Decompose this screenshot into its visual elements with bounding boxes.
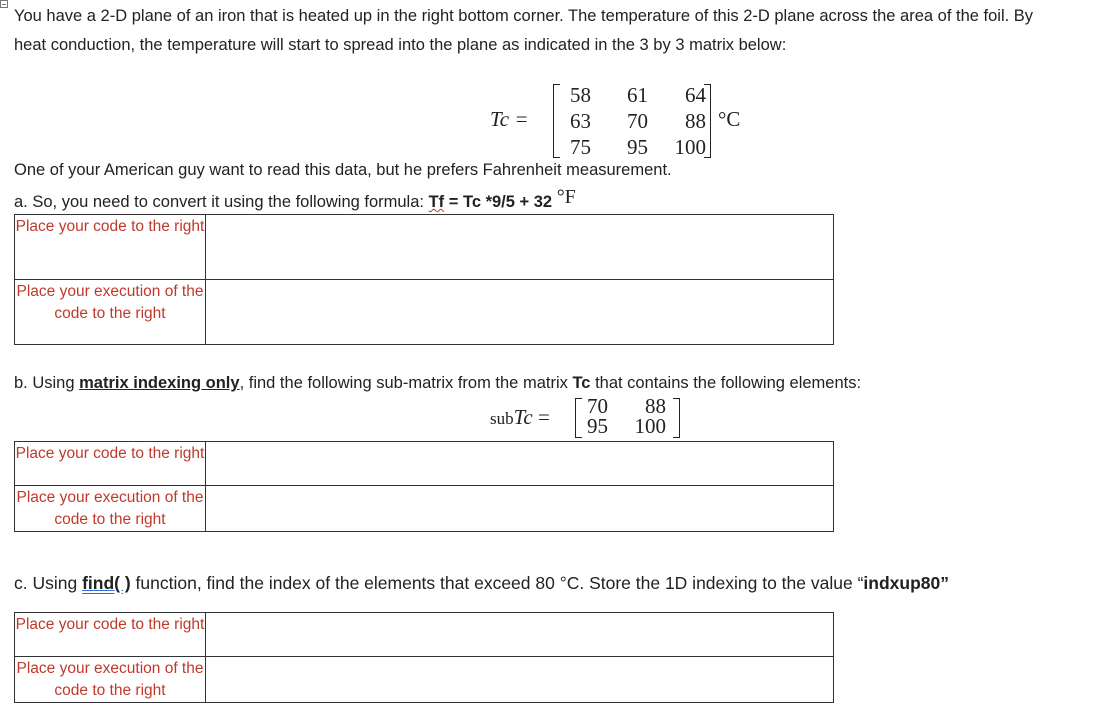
table-move-handle-icon[interactable] (0, 0, 8, 8)
subtc-right-bracket (673, 398, 680, 438)
part-c-text: c. Using find( ) function, find the index of the elements that exceed 80 °C. Store the 1D indexing to the value “indxup80” (14, 573, 949, 593)
part-a-text: a. So, you need to convert it using the following formula: Tf = Tc *9/5 + 32 °F (14, 186, 576, 211)
execution-answer-cell[interactable] (206, 657, 834, 703)
code-answer-cell[interactable] (206, 442, 834, 486)
part-b-answer-table (14, 441, 834, 532)
tc-matrix-cell: 70 (627, 109, 648, 133)
tc-matrix-cell: 63 (570, 109, 591, 133)
intro-line-1: You have a 2-D plane of an iron that is heated up in the right bottom corner. The temperature of this 2-D plane across the area of the foil. By (14, 7, 1034, 25)
part-a-answer-table (14, 214, 834, 345)
code-label: Place your code to the right (15, 613, 206, 657)
subtc-matrix-cell: 88 (645, 394, 666, 418)
tc-lhs: Tc = (490, 107, 529, 131)
subtc-matrix-cell: 70 (587, 394, 608, 418)
tc-matrix-cell: 100 (674, 135, 706, 159)
tc-matrix (560, 82, 706, 160)
execution-answer-cell[interactable] (206, 280, 834, 345)
context-text: One of your American guy want to read this data, but he prefers Fahrenheit measurement. (14, 161, 672, 179)
subtc-matrix-cell: 95 (587, 414, 608, 438)
tc-matrix-cell: 75 (570, 135, 591, 159)
tc-matrix-cell: 64 (685, 83, 706, 107)
execution-label: Place your execution of the code to the right (15, 280, 206, 345)
tc-matrix-cell: 58 (570, 83, 591, 107)
part-c-answer-table (14, 612, 834, 703)
tc-left-bracket (553, 84, 560, 158)
code-answer-cell[interactable] (206, 613, 834, 657)
tc-unit: °C (718, 107, 741, 131)
intro-line-2: heat conduction, the temperature will start to spread into the plane as indicated in the 3 by 3 matrix below: (14, 36, 787, 54)
code-label: Place your code to the right (15, 442, 206, 486)
subtc-lhs: subTc = (490, 405, 550, 429)
subtc-matrix (580, 396, 666, 436)
code-answer-cell[interactable] (206, 215, 834, 280)
tc-matrix-cell: 95 (627, 135, 648, 159)
execution-label: Place your execution of the code to the right (15, 657, 206, 703)
tc-matrix-cell: 61 (627, 83, 648, 107)
part-b-text: b. Using matrix indexing only, find the following sub-matrix from the matrix Tc that contains the following elements: (14, 374, 862, 392)
code-label: Place your code to the right (15, 215, 206, 280)
execution-label: Place your execution of the code to the right (15, 486, 206, 532)
execution-answer-cell[interactable] (206, 486, 834, 532)
tc-matrix-cell: 88 (685, 109, 706, 133)
subtc-matrix-cell: 100 (634, 414, 666, 438)
tc-right-bracket (704, 84, 711, 158)
